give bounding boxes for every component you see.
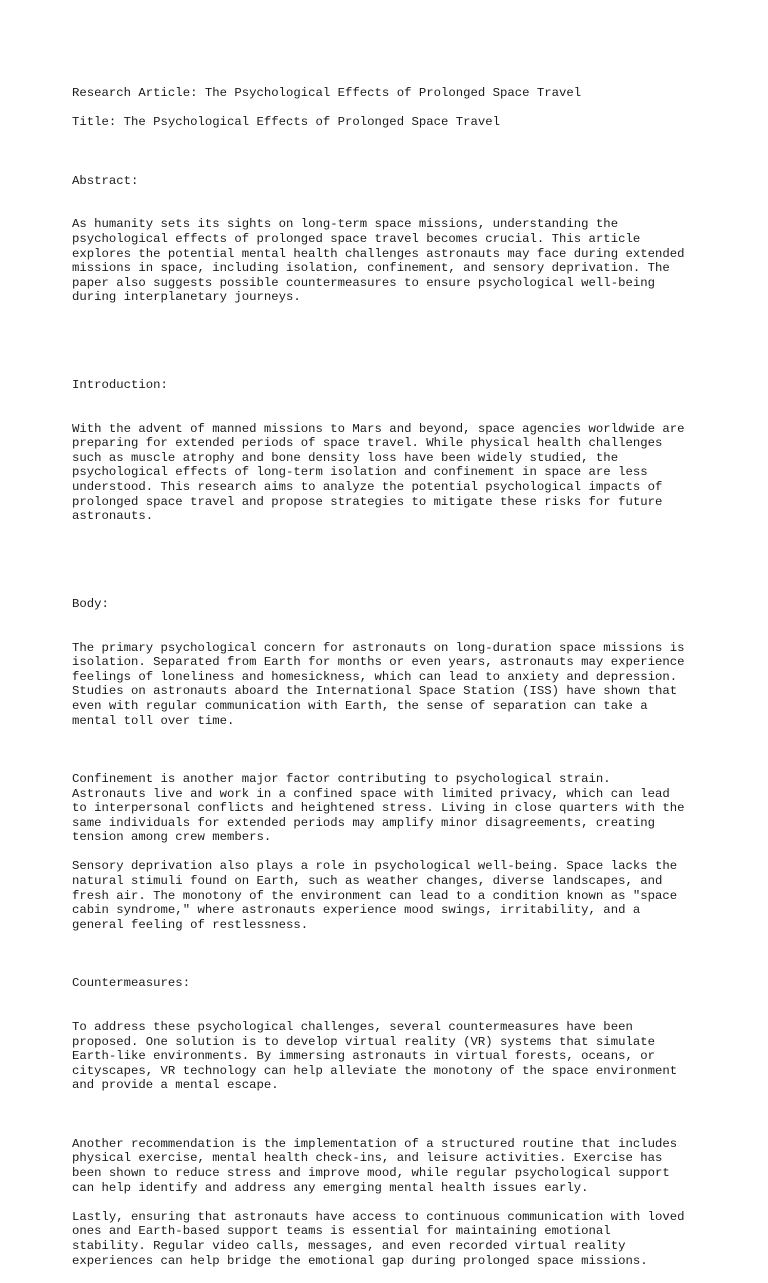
document-header: Research Article: The Psychological Effects of Prolonged Space Travel xyxy=(72,86,582,100)
countermeasures-paragraph-routine: Another recommendation is the implementation of a structured routine that includes physical exercise, mental health check-ins, and leisure activities. Exercise has been shown to reduce stress and improve mood, while regular psychological support can help identify and address any emerging mental health issues early. xyxy=(72,1136,678,1195)
document-title: Title: The Psychological Effects of Prolonged Space Travel xyxy=(72,115,501,130)
countermeasures-paragraph-vr: To address these psychological challenges, several countermeasures have been proposed. One solution is to develop virtual reality (VR) systems that simulate Earth-like environments. By immersing astronauts in virtual forests, oceans, or cityscapes, VR technology can help alleviate the monotony of the space environment and provide a mental escape. xyxy=(72,1020,678,1093)
countermeasures-heading: Countermeasures: xyxy=(72,976,191,991)
countermeasures-paragraph-communication: Lastly, ensuring that astronauts have access to continuous communication with loved ones and Earth-based support teams is essential for maintaining emotional stability. Regular video calls, messages, and even recorded virtual reality experiences can help bridge the emotional gap during prolonged space missions. xyxy=(72,1209,685,1268)
countermeasures-section xyxy=(72,947,712,1122)
abstract-heading: Abstract: xyxy=(72,173,139,188)
body-paragraph-isolation: The primary psychological concern for astronauts on long-duration space missions is isolation. Separated from Earth for months or even years, astronauts may experience feelings of loneliness and homesickness, which can lead to anxiety and depression. Studies on astronauts aboard the International Space Station (ISS) have shown that even with regular communication with Earth, the sense of separation can take a mental toll over time. xyxy=(72,640,685,728)
body-heading: Body: xyxy=(72,596,109,611)
body-paragraph-confinement: Confinement is another major factor contributing to psychological strain. Astronauts live and work in a confined space with limited privacy, which can lead to interpersonal conflicts and heightened stress. Living in close quarters with the same individuals for extended periods may amplify minor disagreements, creating tension among crew members. xyxy=(72,771,685,845)
body-section xyxy=(72,568,712,758)
introduction-section xyxy=(72,349,712,553)
introduction-heading: Introduction: xyxy=(72,377,168,392)
abstract-text: As humanity sets its sights on long-term space missions, understanding the psychological effects of prolonged space travel becomes crucial. This article explores the potential mental health challenges astronauts may face during extended missions in space, including isolation, confinement, and sensory deprivation. The paper also suggests possible countermeasures to ensure psychological well-being during interplanetary journeys. xyxy=(72,217,685,305)
introduction-text: With the advent of manned missions to Mars and beyond, space agencies worldwide are preparing for extended periods of space travel. While physical health challenges such as muscle atrophy and bone density loss have been widely studied, the psychological effects of long-term isolation and confinement in space are less understood. This research aims to analyze the potential psychological impacts of prolonged space travel and propose strategies to mitigate these risks for future astronauts. xyxy=(72,421,685,524)
body-paragraph-sensory: Sensory deprivation also plays a role in psychological well-being. Space lacks the natural stimuli found on Earth, such as weather changes, diverse landscapes, and fresh air. The monotony of the environment can lead to a condition known as "space cabin syndrome," where astronauts experience mood swings, irritability, and a general feeling of restlessness. xyxy=(72,859,678,932)
document-page xyxy=(72,86,712,1283)
abstract-section xyxy=(72,144,712,334)
